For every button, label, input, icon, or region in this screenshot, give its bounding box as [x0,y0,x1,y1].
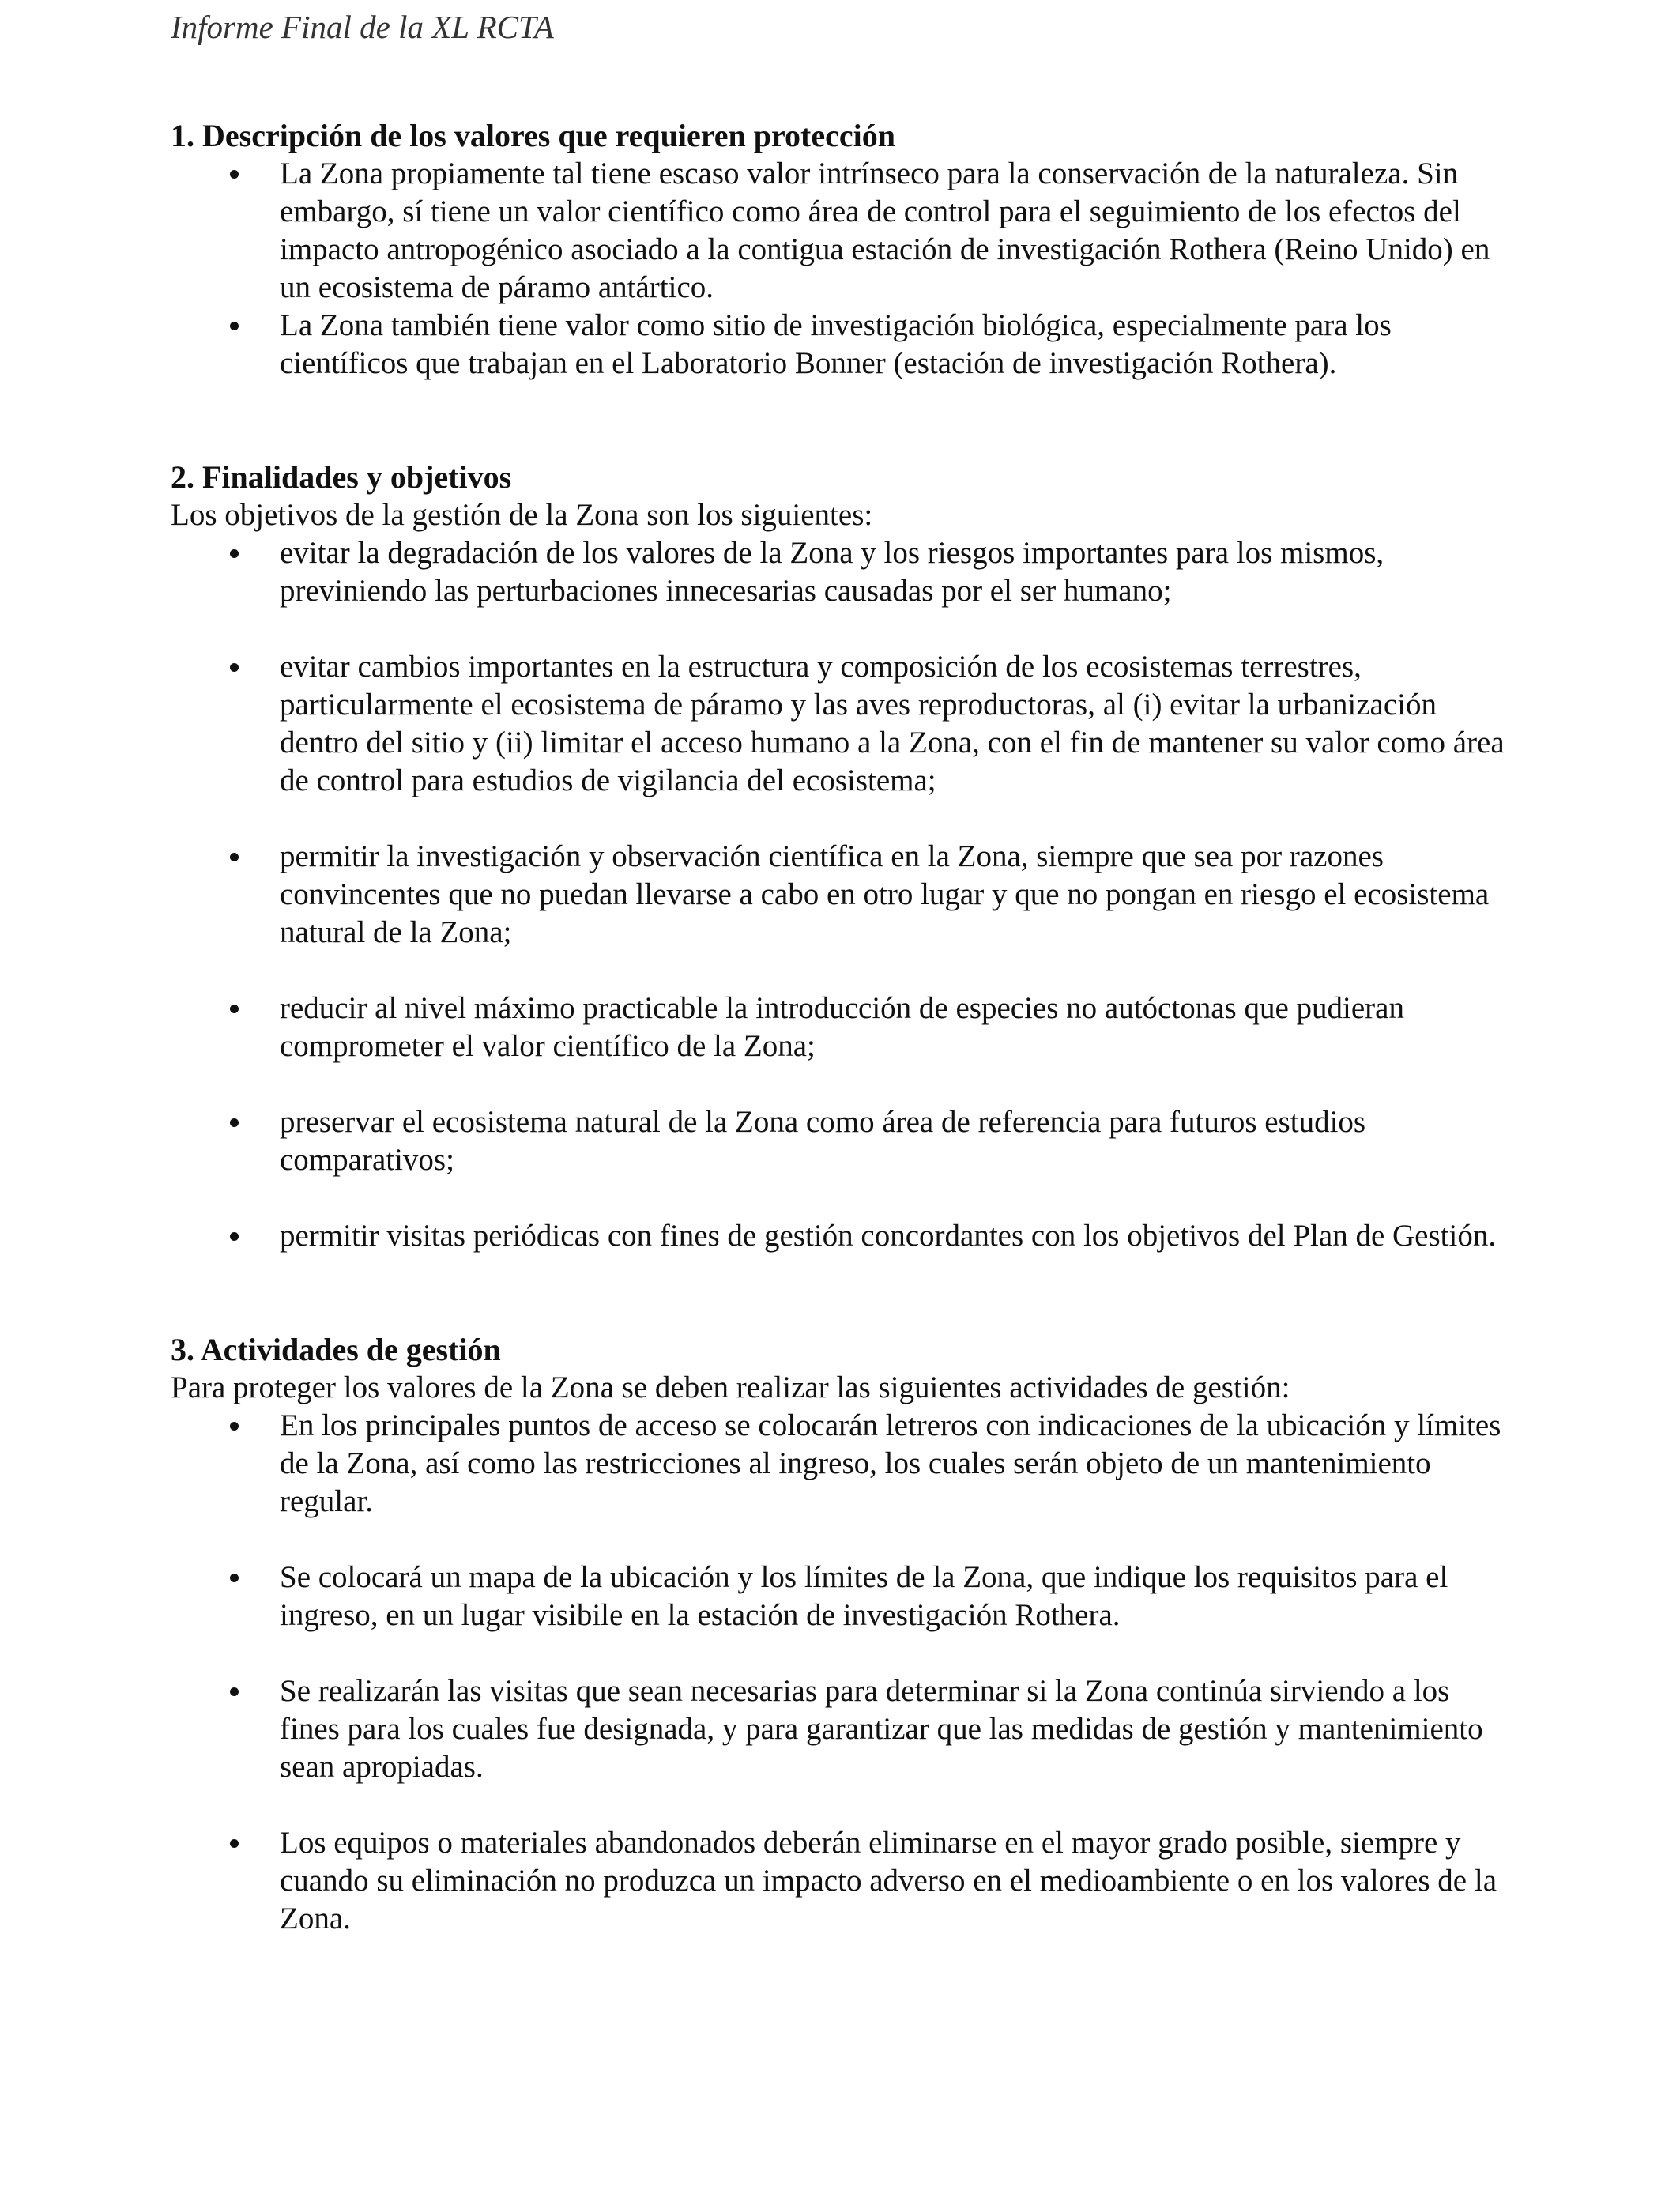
bullet-text: permitir visitas periódicas con fines de gestión concordantes con los objetivos del Plan de Gestión. [280,1219,1497,1253]
section-2-bullet-item [171,534,1514,610]
document-body [171,111,1514,1938]
bullet-text: Se realizarán las visitas que sean necesarias para determinar si la Zona continúa sirviendo a los fines para los cuales fue designada, y para garantizar que las medidas de gestión y mantenimiento sean apropiadas. [280,1674,1483,1784]
bullet-icon [230,322,239,330]
section-3-heading: 3. Actividades de gestión [171,1332,501,1367]
bullet-text: reducir al nivel máximo practicable la introducción de especies no autóctonas que pudieran comprometer el valor científico de la Zona; [280,991,1404,1063]
section-2-bullet-item [171,1217,1514,1255]
bullet-icon [230,1839,239,1848]
bullet-icon [230,1232,239,1241]
bullet-text: Los equipos o materiales abandonados deberán eliminarse en el mayor grado posible, siempre y cuando su eliminación no produzca un impacto adverso en el medioambiente o en los valores de la Zona. [280,1826,1497,1936]
section-2-bullet-item [171,990,1514,1065]
bullet-icon [230,1574,239,1582]
bullet-text: evitar cambios importantes en la estructura y composición de los ecosistemas terrestres, particularmente el ecosistema de páramo y las aves reproductoras, al (i) evitar la urbanización dentro del sitio y (ii) limitar el acceso humano a la Zona, con el fin de mantener su valor como área de control para estudios de vigilancia del ecosistema; [280,650,1505,797]
section-3-bullet-list [171,1407,1514,1938]
bullet-icon [230,549,239,558]
section-2-bullet-list [171,534,1514,1255]
section-3-bullet-item [171,1559,1514,1634]
bullet-text: evitar la degradación de los valores de la Zona y los riesgos importantes para los mismos, previniendo las perturbaciones innecesarias causadas por el ser humano; [280,536,1384,608]
bullet-icon [230,1005,239,1013]
section-3-bullet-item [171,1824,1514,1938]
bullet-text: preservar el ecosistema natural de la Zona como área de referencia para futuros estudios comparativos; [280,1105,1366,1177]
section-2-intro: Los objetivos de la gestión de la Zona son los siguientes: [171,498,873,532]
section-2-bullet-item [171,1103,1514,1179]
bullet-text: En los principales puntos de acceso se colocarán letreros con indicaciones de la ubicación y límites de la Zona, así como las restricciones al ingreso, los cuales serán objeto de un mantenimiento regular. [280,1408,1501,1518]
section-2-heading: 2. Finalidades y objetivos [171,459,512,495]
section-3-intro: Para proteger los valores de la Zona se deben realizar las siguientes actividades de gestión: [171,1370,1290,1404]
section-3-bullet-item [171,1407,1514,1521]
running-header: Informe Final de la XL RCTA [171,9,554,45]
section-2-bullet-item [171,648,1514,800]
bullet-icon [230,170,239,179]
bullet-text: La Zona propiamente tal tiene escaso valor intrínseco para la conservación de la naturaleza. Sin embargo, sí tiene un valor científico como área de control para el seguimiento de los efectos del impacto antropogénico asociado a la contigua estación de investigación Rothera (Reino Unido) en un ecosistema de páramo antártico. [280,156,1490,304]
bullet-text: permitir la investigación y observación científica en la Zona, siempre que sea por razones convincentes que no puedan llevarse a cabo en otro lugar y que no pongan en riesgo el ecosistema natural de la Zona; [280,839,1490,949]
bullet-icon [230,1687,239,1696]
bullet-icon [230,1118,239,1127]
section-2-bullet-item [171,838,1514,952]
section-3-bullet-item [171,1672,1514,1786]
bullet-icon [230,853,239,861]
bullet-icon [230,1422,239,1431]
section-1-bullet-item [171,307,1514,383]
section-1-bullet-item [171,155,1514,307]
bullet-text: La Zona también tiene valor como sitio de investigación biológica, especialmente para los científicos que trabajan en el Laboratorio Bonner (estación de investigación Rothera). [280,308,1392,380]
bullet-text: Se colocará un mapa de la ubicación y los límites de la Zona, que indique los requisitos para el ingreso, en un lugar visibile en la estación de investigación Rothera. [280,1560,1448,1632]
section-1-heading: 1. Descripción de los valores que requieren protección [171,118,895,153]
bullet-icon [230,663,239,672]
section-1-bullet-list [171,155,1514,383]
